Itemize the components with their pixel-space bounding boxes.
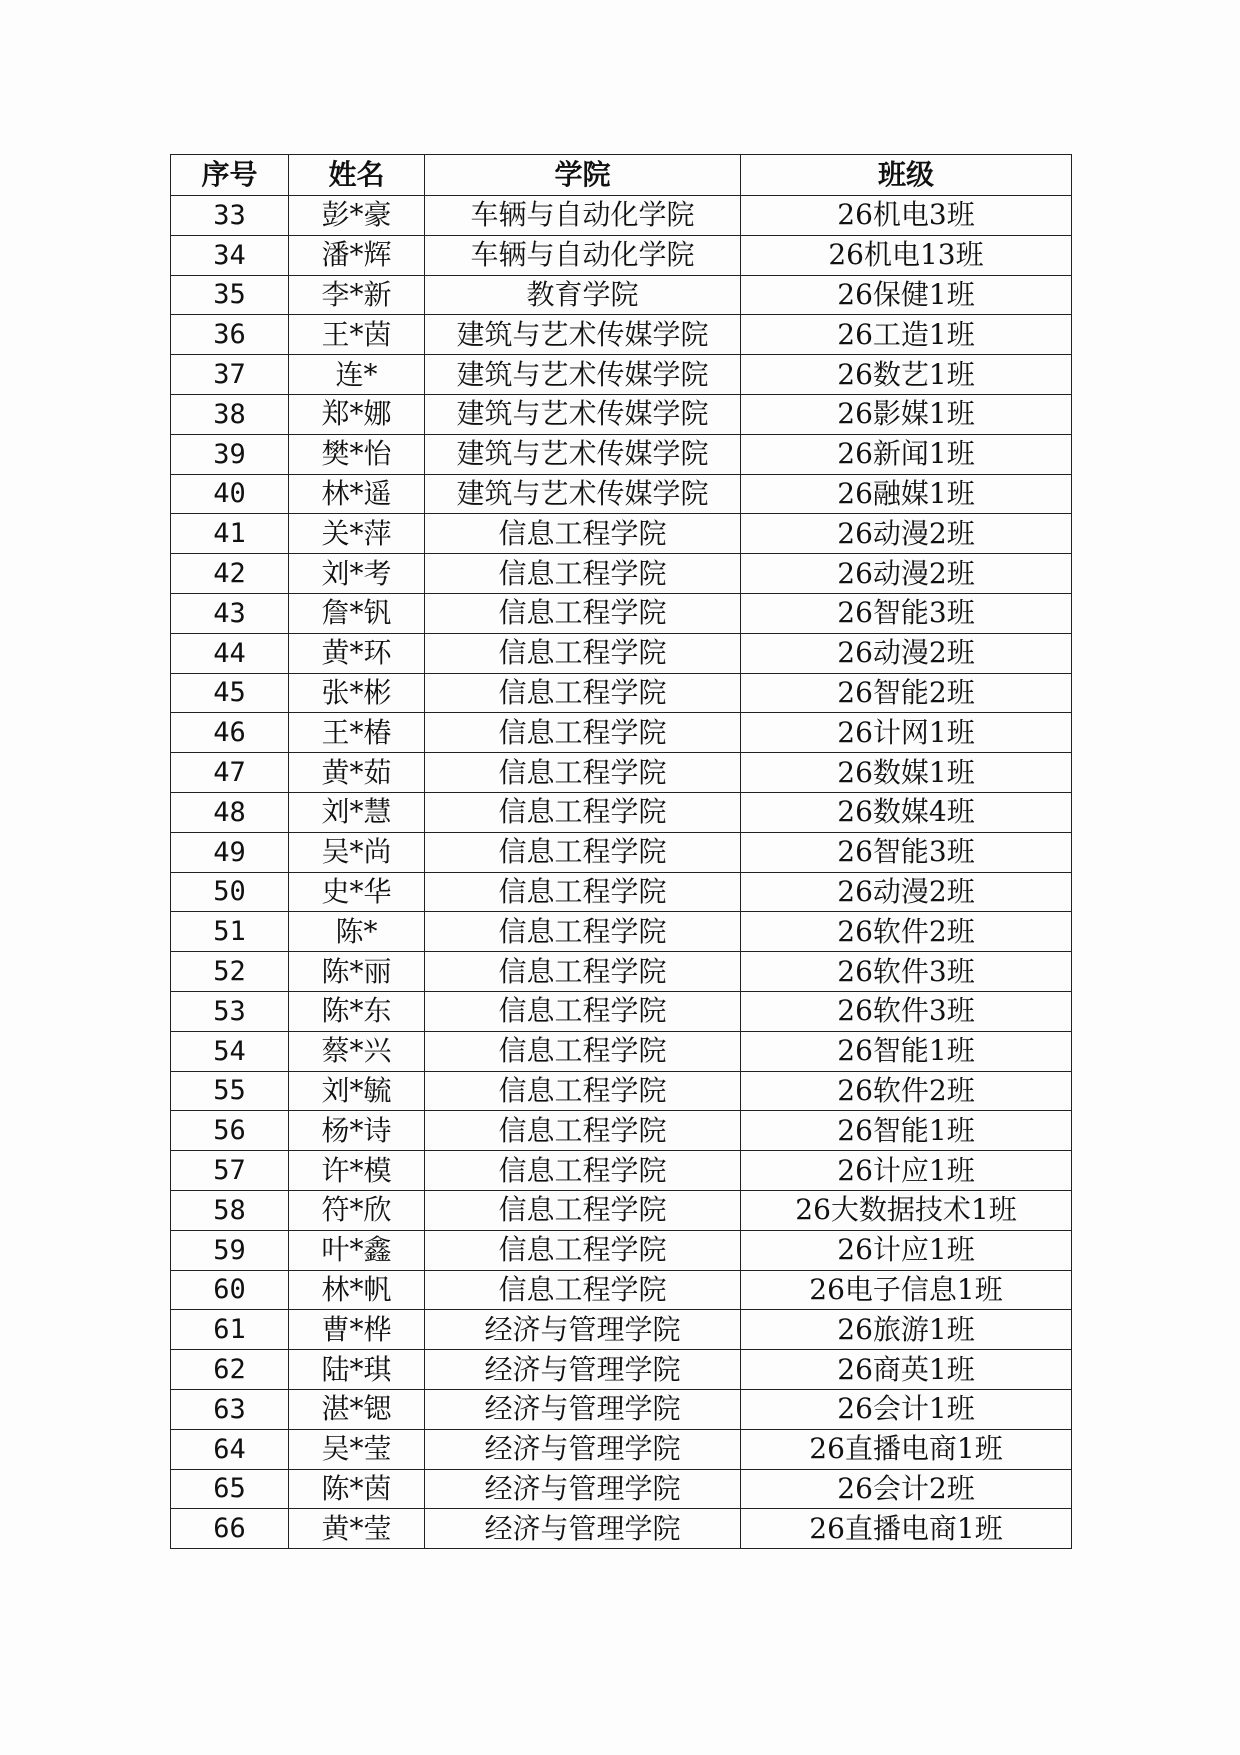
cell-college: 信息工程学院 (425, 514, 741, 554)
cell-college: 信息工程学院 (425, 832, 741, 872)
header-row (171, 155, 1072, 196)
cell-name: 陆*琪 (289, 1350, 425, 1390)
cell-class: 26计网1班 (741, 713, 1072, 753)
cell-name: 刘*毓 (289, 1071, 425, 1111)
cell-class: 26工造1班 (741, 315, 1072, 355)
cell-serial-number: 45 (171, 673, 289, 713)
cell-serial-number: 51 (171, 912, 289, 952)
cell-serial-number: 61 (171, 1310, 289, 1350)
cell-college: 信息工程学院 (425, 713, 741, 753)
cell-name: 黄*茹 (289, 753, 425, 793)
cell-name: 连* (289, 355, 425, 395)
table-row (171, 1111, 1072, 1151)
cell-name: 关*萍 (289, 514, 425, 554)
table-row (171, 355, 1072, 395)
cell-name: 陈*丽 (289, 952, 425, 992)
cell-college: 信息工程学院 (425, 952, 741, 992)
table-row (171, 912, 1072, 952)
cell-college: 经济与管理学院 (425, 1350, 741, 1390)
cell-college: 信息工程学院 (425, 991, 741, 1031)
cell-college: 经济与管理学院 (425, 1389, 741, 1429)
cell-college: 建筑与艺术传媒学院 (425, 315, 741, 355)
cell-college: 信息工程学院 (425, 554, 741, 594)
table-row (171, 952, 1072, 992)
cell-class: 26软件3班 (741, 952, 1072, 992)
cell-class: 26动漫2班 (741, 633, 1072, 673)
header-name: 姓名 (289, 155, 425, 196)
cell-name: 吴*尚 (289, 832, 425, 872)
cell-college: 信息工程学院 (425, 593, 741, 633)
cell-class: 26智能3班 (741, 832, 1072, 872)
cell-class: 26机电3班 (741, 196, 1072, 236)
cell-serial-number: 37 (171, 355, 289, 395)
cell-serial-number: 47 (171, 753, 289, 793)
cell-college: 信息工程学院 (425, 1111, 741, 1151)
cell-college: 经济与管理学院 (425, 1509, 741, 1549)
cell-serial-number: 35 (171, 275, 289, 315)
cell-name: 吴*莹 (289, 1429, 425, 1469)
table-row (171, 1429, 1072, 1469)
cell-college: 建筑与艺术传媒学院 (425, 434, 741, 474)
cell-serial-number: 41 (171, 514, 289, 554)
cell-class: 26机电13班 (741, 235, 1072, 275)
cell-college: 信息工程学院 (425, 1230, 741, 1270)
cell-name: 刘*慧 (289, 792, 425, 832)
table-row (171, 872, 1072, 912)
cell-college: 信息工程学院 (425, 1151, 741, 1191)
cell-serial-number: 34 (171, 235, 289, 275)
cell-class: 26保健1班 (741, 275, 1072, 315)
table-header (171, 155, 1072, 196)
cell-name: 詹*钒 (289, 593, 425, 633)
cell-serial-number: 55 (171, 1071, 289, 1111)
cell-serial-number: 57 (171, 1151, 289, 1191)
table-row (171, 673, 1072, 713)
table-row (171, 315, 1072, 355)
cell-class: 26电子信息1班 (741, 1270, 1072, 1310)
cell-college: 建筑与艺术传媒学院 (425, 474, 741, 514)
cell-college: 信息工程学院 (425, 1270, 741, 1310)
cell-serial-number: 58 (171, 1190, 289, 1230)
cell-serial-number: 66 (171, 1509, 289, 1549)
header-class: 班级 (741, 155, 1072, 196)
cell-name: 黄*环 (289, 633, 425, 673)
cell-name: 陈*东 (289, 991, 425, 1031)
cell-name: 王*椿 (289, 713, 425, 753)
cell-class: 26旅游1班 (741, 1310, 1072, 1350)
cell-serial-number: 53 (171, 991, 289, 1031)
cell-class: 26智能1班 (741, 1111, 1072, 1151)
table-row (171, 991, 1072, 1031)
cell-serial-number: 42 (171, 554, 289, 594)
table-body (171, 196, 1072, 1549)
cell-class: 26智能1班 (741, 1031, 1072, 1071)
cell-serial-number: 52 (171, 952, 289, 992)
cell-name: 郑*娜 (289, 394, 425, 434)
table-row (171, 1230, 1072, 1270)
table-row (171, 235, 1072, 275)
table-row (171, 753, 1072, 793)
cell-class: 26融媒1班 (741, 474, 1072, 514)
cell-serial-number: 65 (171, 1469, 289, 1509)
cell-serial-number: 59 (171, 1230, 289, 1270)
cell-college: 经济与管理学院 (425, 1429, 741, 1469)
cell-class: 26软件2班 (741, 912, 1072, 952)
cell-college: 信息工程学院 (425, 872, 741, 912)
table-row (171, 1270, 1072, 1310)
table-row (171, 1350, 1072, 1390)
cell-serial-number: 48 (171, 792, 289, 832)
cell-serial-number: 40 (171, 474, 289, 514)
table-row (171, 1151, 1072, 1191)
cell-college: 经济与管理学院 (425, 1469, 741, 1509)
cell-serial-number: 36 (171, 315, 289, 355)
cell-name: 蔡*兴 (289, 1031, 425, 1071)
table-row (171, 1509, 1072, 1549)
table-row (171, 1031, 1072, 1071)
cell-serial-number: 33 (171, 196, 289, 236)
cell-name: 刘*考 (289, 554, 425, 594)
cell-college: 信息工程学院 (425, 753, 741, 793)
table-row (171, 633, 1072, 673)
cell-college: 信息工程学院 (425, 633, 741, 673)
cell-college: 经济与管理学院 (425, 1310, 741, 1350)
table-row (171, 832, 1072, 872)
cell-class: 26数媒4班 (741, 792, 1072, 832)
cell-class: 26计应1班 (741, 1230, 1072, 1270)
table-row (171, 554, 1072, 594)
cell-class: 26动漫2班 (741, 554, 1072, 594)
cell-serial-number: 50 (171, 872, 289, 912)
table-row (171, 394, 1072, 434)
cell-college: 信息工程学院 (425, 1031, 741, 1071)
cell-class: 26新闻1班 (741, 434, 1072, 474)
cell-class: 26动漫2班 (741, 872, 1072, 912)
table-row (171, 196, 1072, 236)
table-row (171, 275, 1072, 315)
cell-college: 教育学院 (425, 275, 741, 315)
cell-serial-number: 46 (171, 713, 289, 753)
table-row (171, 474, 1072, 514)
cell-name: 樊*怡 (289, 434, 425, 474)
cell-serial-number: 39 (171, 434, 289, 474)
table-row (171, 1190, 1072, 1230)
cell-class: 26会计2班 (741, 1469, 1072, 1509)
cell-class: 26影媒1班 (741, 394, 1072, 434)
cell-class: 26智能3班 (741, 593, 1072, 633)
header-serial-number: 序号 (171, 155, 289, 196)
cell-college: 车辆与自动化学院 (425, 196, 741, 236)
cell-name: 张*彬 (289, 673, 425, 713)
cell-serial-number: 43 (171, 593, 289, 633)
cell-name: 林*遥 (289, 474, 425, 514)
cell-serial-number: 63 (171, 1389, 289, 1429)
cell-class: 26直播电商1班 (741, 1509, 1072, 1549)
cell-college: 建筑与艺术传媒学院 (425, 355, 741, 395)
cell-name: 曹*桦 (289, 1310, 425, 1350)
cell-class: 26计应1班 (741, 1151, 1072, 1191)
cell-name: 符*欣 (289, 1190, 425, 1230)
table-row (171, 593, 1072, 633)
cell-serial-number: 56 (171, 1111, 289, 1151)
cell-college: 信息工程学院 (425, 792, 741, 832)
cell-class: 26智能2班 (741, 673, 1072, 713)
cell-name: 史*华 (289, 872, 425, 912)
cell-college: 信息工程学院 (425, 1071, 741, 1111)
cell-name: 潘*辉 (289, 235, 425, 275)
table-row (171, 713, 1072, 753)
header-college: 学院 (425, 155, 741, 196)
table-row (171, 1469, 1072, 1509)
cell-class: 26软件2班 (741, 1071, 1072, 1111)
cell-serial-number: 44 (171, 633, 289, 673)
cell-name: 陈*茵 (289, 1469, 425, 1509)
cell-name: 杨*诗 (289, 1111, 425, 1151)
cell-name: 黄*莹 (289, 1509, 425, 1549)
table-row (171, 1071, 1072, 1111)
student-roster-table (170, 154, 1072, 1549)
cell-name: 湛*锶 (289, 1389, 425, 1429)
cell-name: 叶*鑫 (289, 1230, 425, 1270)
cell-college: 信息工程学院 (425, 1190, 741, 1230)
cell-class: 26商英1班 (741, 1350, 1072, 1390)
cell-college: 信息工程学院 (425, 912, 741, 952)
cell-class: 26直播电商1班 (741, 1429, 1072, 1469)
cell-serial-number: 64 (171, 1429, 289, 1469)
cell-class: 26软件3班 (741, 991, 1072, 1031)
cell-name: 王*茵 (289, 315, 425, 355)
cell-name: 陈* (289, 912, 425, 952)
cell-serial-number: 60 (171, 1270, 289, 1310)
cell-name: 林*帆 (289, 1270, 425, 1310)
table-row (171, 514, 1072, 554)
table-row (171, 1310, 1072, 1350)
cell-serial-number: 54 (171, 1031, 289, 1071)
table-row (171, 434, 1072, 474)
cell-serial-number: 49 (171, 832, 289, 872)
cell-name: 李*新 (289, 275, 425, 315)
cell-serial-number: 38 (171, 394, 289, 434)
cell-college: 信息工程学院 (425, 673, 741, 713)
cell-class: 26数艺1班 (741, 355, 1072, 395)
cell-name: 许*模 (289, 1151, 425, 1191)
cell-serial-number: 62 (171, 1350, 289, 1390)
cell-name: 彭*豪 (289, 196, 425, 236)
cell-college: 建筑与艺术传媒学院 (425, 394, 741, 434)
cell-college: 车辆与自动化学院 (425, 235, 741, 275)
cell-class: 26会计1班 (741, 1389, 1072, 1429)
cell-class: 26大数据技术1班 (741, 1190, 1072, 1230)
cell-class: 26动漫2班 (741, 514, 1072, 554)
table-row (171, 792, 1072, 832)
cell-class: 26数媒1班 (741, 753, 1072, 793)
table-row (171, 1389, 1072, 1429)
